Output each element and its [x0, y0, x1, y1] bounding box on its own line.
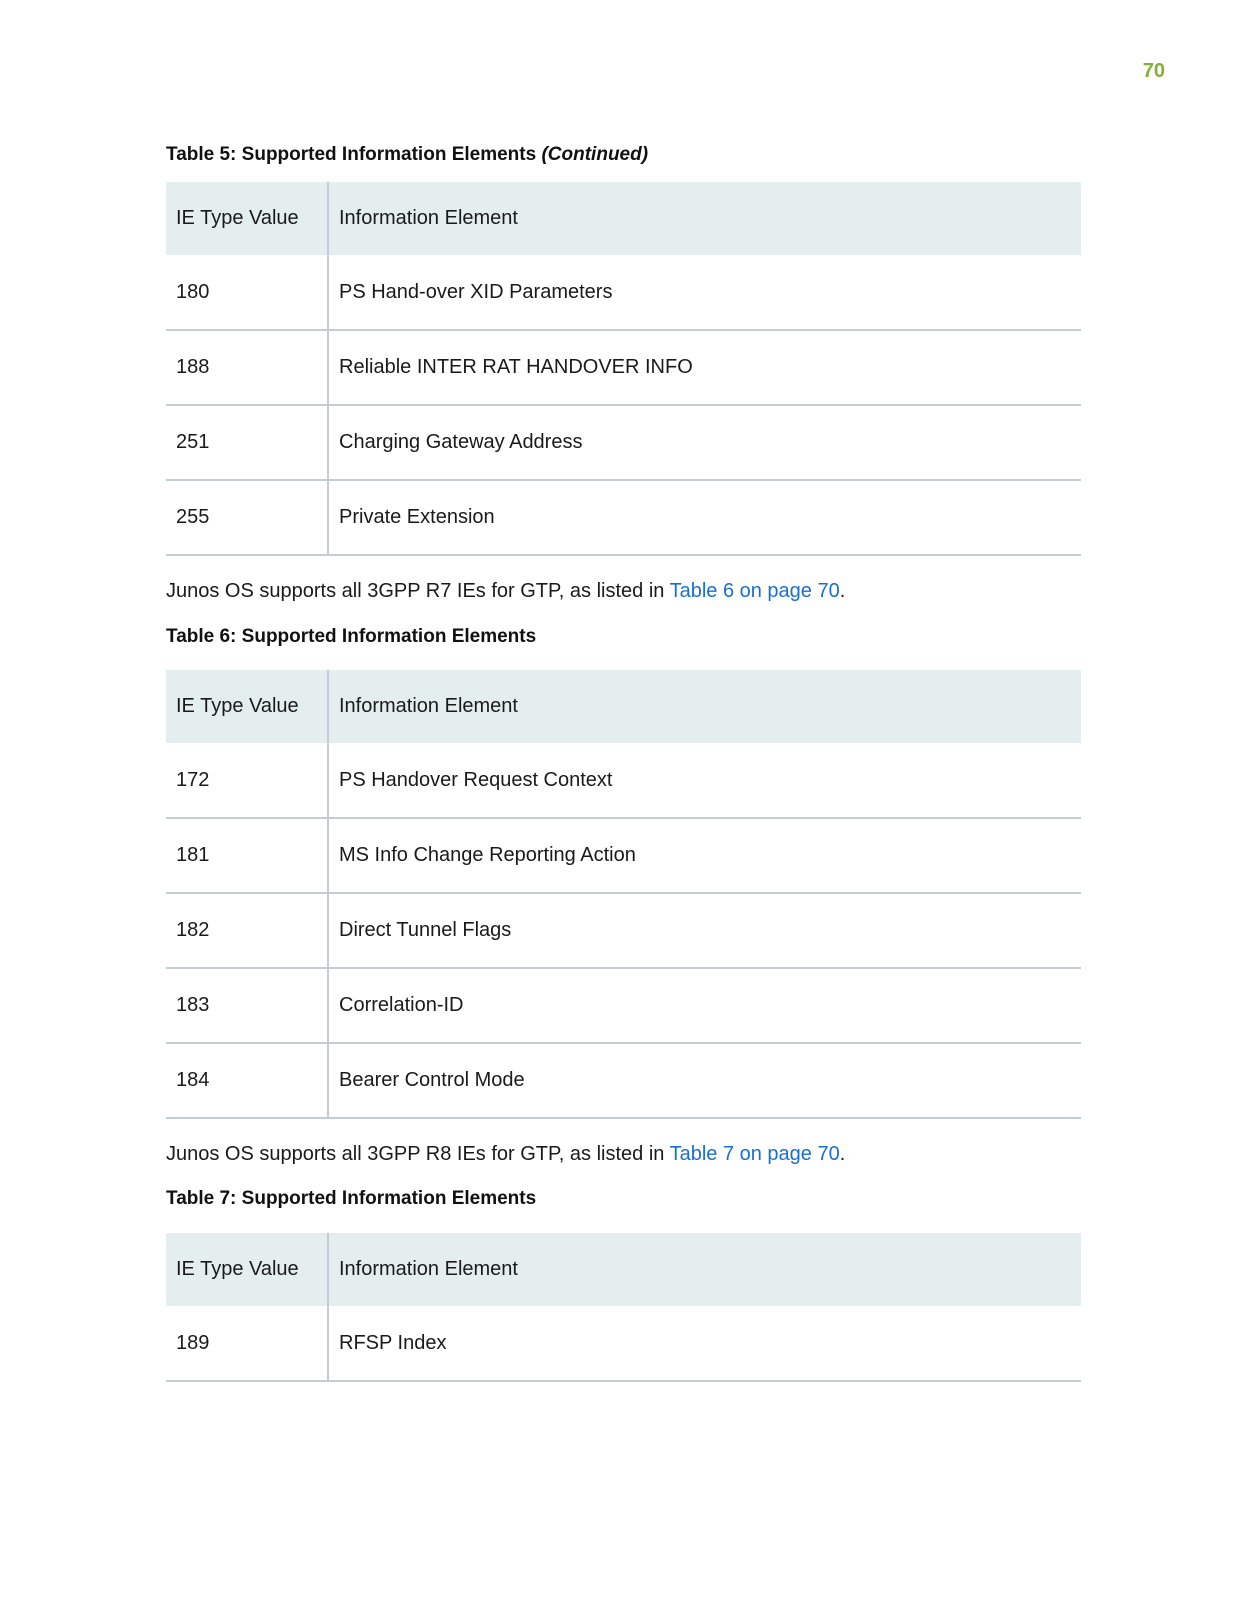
table-row: [166, 255, 1081, 330]
page-number: 70: [1142, 60, 1165, 82]
information-element-cell: Private Extension: [328, 480, 1081, 555]
information-element-cell: PS Handover Request Context: [328, 743, 1081, 818]
ie-type-value-cell: 251: [166, 405, 328, 480]
column-header-information-element: Information Element: [328, 182, 1081, 255]
table-5-caption: [166, 144, 648, 166]
column-header-information-element: Information Element: [328, 670, 1081, 743]
table-row: [166, 1043, 1081, 1118]
table-6-link[interactable]: Table 6 on page 70: [669, 580, 840, 602]
ie-type-value-cell: 188: [166, 330, 328, 405]
r8-support-paragraph: [166, 1143, 845, 1166]
ie-type-value-cell: 189: [166, 1306, 328, 1381]
table-5: [166, 182, 1081, 556]
table-row: [166, 405, 1081, 480]
column-header-information-element: Information Element: [328, 1233, 1081, 1306]
paragraph-text: Junos OS supports all 3GPP R7 IEs for GTP, as listed in: [166, 580, 670, 602]
information-element-cell: Charging Gateway Address: [328, 405, 1081, 480]
information-element-cell: Direct Tunnel Flags: [328, 893, 1081, 968]
information-element-cell: MS Info Change Reporting Action: [328, 818, 1081, 893]
paragraph-period: .: [839, 1143, 846, 1165]
table-row: [166, 893, 1081, 968]
table-row: [166, 330, 1081, 405]
ie-type-value-cell: 183: [166, 968, 328, 1043]
table-header-row: [166, 1233, 1081, 1306]
information-element-cell: PS Hand-over XID Parameters: [328, 255, 1081, 330]
table-row: [166, 968, 1081, 1043]
table-row: [166, 743, 1081, 818]
table-5-caption-continued: (Continued): [541, 144, 649, 165]
information-element-cell: Reliable INTER RAT HANDOVER INFO: [328, 330, 1081, 405]
column-header-ie-type-value: IE Type Value: [166, 670, 328, 743]
ie-type-value-cell: 181: [166, 818, 328, 893]
table-header-row: [166, 670, 1081, 743]
table-5-caption-text: Table 5: Supported Information Elements: [166, 144, 537, 165]
information-element-cell: RFSP Index: [328, 1306, 1081, 1381]
ie-type-value-cell: 184: [166, 1043, 328, 1118]
table-row: [166, 1306, 1081, 1381]
table-6: [166, 670, 1081, 1119]
table-header-row: [166, 182, 1081, 255]
paragraph-period: .: [839, 580, 846, 602]
column-header-ie-type-value: IE Type Value: [166, 1233, 328, 1306]
table-7-caption: Table 7: Supported Information Elements: [166, 1188, 537, 1209]
information-element-cell: Correlation-ID: [328, 968, 1081, 1043]
table-7: [166, 1233, 1081, 1382]
column-header-ie-type-value: IE Type Value: [166, 182, 328, 255]
r7-support-paragraph: [166, 580, 845, 603]
ie-type-value-cell: 172: [166, 743, 328, 818]
ie-type-value-cell: 182: [166, 893, 328, 968]
table-row: [166, 480, 1081, 555]
paragraph-text: Junos OS supports all 3GPP R8 IEs for GTP, as listed in: [166, 1143, 670, 1165]
table-row: [166, 818, 1081, 893]
table-7-link[interactable]: Table 7 on page 70: [669, 1143, 840, 1165]
information-element-cell: Bearer Control Mode: [328, 1043, 1081, 1118]
ie-type-value-cell: 180: [166, 255, 328, 330]
table-6-caption: Table 6: Supported Information Elements: [166, 626, 537, 647]
ie-type-value-cell: 255: [166, 480, 328, 555]
